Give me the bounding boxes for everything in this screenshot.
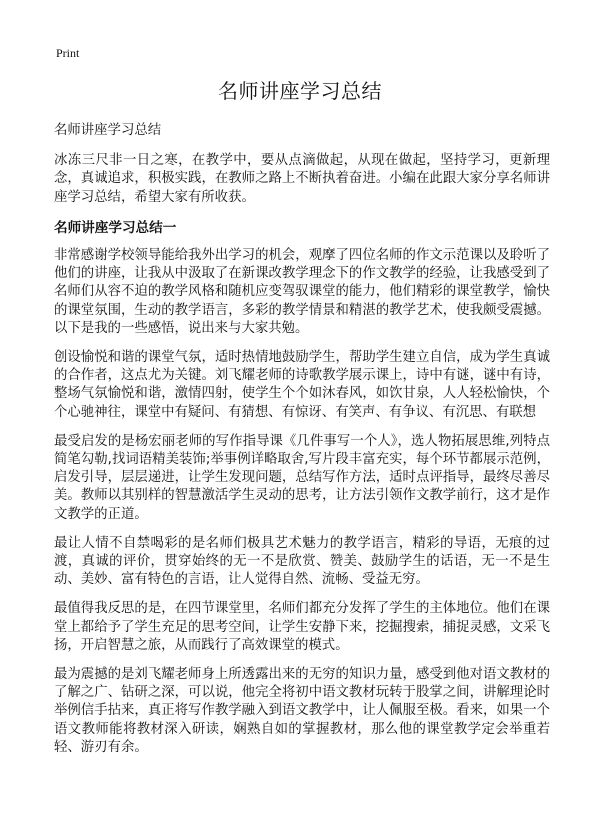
document-subtitle: 名师讲座学习总结: [54, 123, 162, 138]
body-paragraph: 最受启发的是杨宏丽老师的写作指导课《几件事写一个人》，选人物拓展思维,列特点简笔勾勒,找词语精美装饰;举事例详略取舍,写片段丰富充实，每个环节都展示范例，启发引导，层层递进，让学生发现问题，总结写作方法，适时点评指导，最终尽善尽美。教师以其别样的智慧激活学生灵动的思考，让方法引领作文教学前行，这才是作文教学的正道。: [54, 433, 550, 522]
body-paragraph: 非常感谢学校领导能给我外出学习的机会，观摩了四位名师的作文示范课以及聆听了他们的讲座，让我从中汲取了在新课改教学理念下的作文教学的经验，让我感受到了名师们从容不迫的教学风格和随机应变驾驭课堂的能力，他们精彩的课堂教学，愉快的课堂氛围，生动的教学语言，多彩的教学情景和精湛的教学艺术，使我颇受震撼。以下是我的一些感悟，说出来与大家共勉。: [54, 248, 550, 336]
body-paragraph: 创设愉悦和谐的课堂气氛，适时热情地鼓励学生，帮助学生建立自信，成为学生真诚的合作者，这点尤为关键。刘飞耀老师的诗歌教学展示课上，诗中有谜，谜中有诗，整场气氛愉悦和谐，激情四射，使学生个个如沐春风，如饮甘泉，人人轻松愉快，个个心驰神往，课堂中有疑问、有猜想、有惊讶、有笑声、有争议、有沉思、有联想: [54, 350, 550, 420]
section-heading: 名师讲座学习总结一: [54, 219, 177, 236]
intro-paragraph: 冰冻三尺非一日之寒，在教学中，要从点滴做起，从现在做起，坚持学习，更新理念，真诚追求，积极实践，在教师之路上不断执着奋进。小编在此跟大家分享名师讲座学习总结，希望大家有所收获。: [54, 153, 550, 205]
document-body: [54, 122, 550, 768]
body-paragraph: 最值得我反思的是，在四节课堂里，名师们都充分发挥了学生的主体地位。他们在课堂上都给予了学生充足的思考空间，让学生安静下来，挖掘搜索，捕捉灵感，文采飞扬，开启智慧之旅，从而践行了高效课堂的模式。: [54, 601, 550, 653]
body-paragraph: 最让人情不自禁喝彩的是名师们极具艺术魅力的教学语言，精彩的导语，无痕的过渡，真诚的评价，贯穿始终的无一不是欣赏、赞美、鼓励学生的话语，无一不是生动、美妙、富有特色的言语，让人觉得自然、流畅、受益无穷。: [54, 535, 550, 588]
page-title: 名师讲座学习总结: [218, 79, 382, 103]
body-paragraph: 最为震撼的是刘飞耀老师身上所透露出来的无穷的知识力量，感受到他对语文教材的了解之广、钻研之深，可以说，他完全将初中语文教材玩转于股掌之间，讲解理论时举例信手拈来，真正将写作教学融入到语文教学中，让人佩服至极。看来，如果一个语文教师能将教材深入研读，娴熟自如的掌握教材，那么他的课堂教学定会举重若轻、游刃有余。: [54, 667, 550, 755]
print-link[interactable]: Print: [56, 46, 80, 60]
